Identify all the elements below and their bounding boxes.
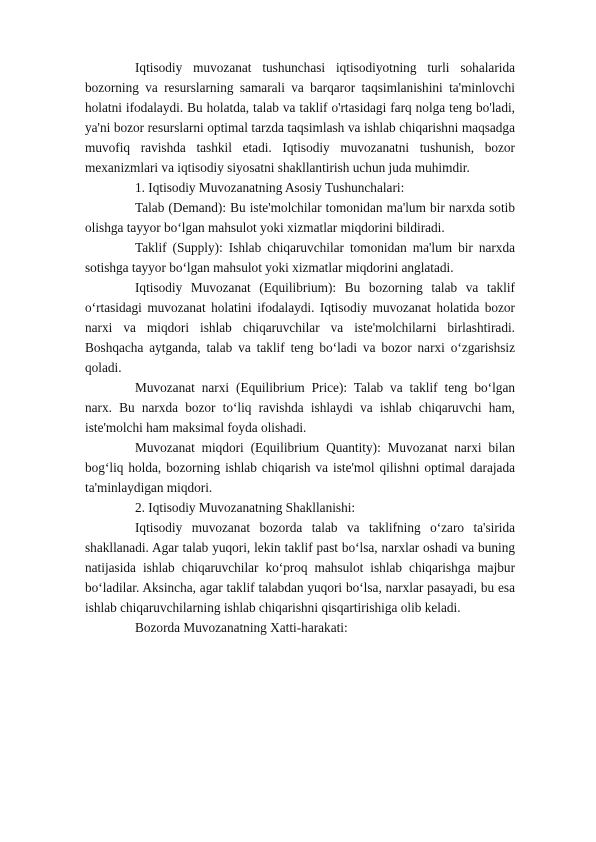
paragraph-formation: Iqtisodiy muvozanat bozorda talab va taklifning o‘zaro ta'sirida shakllanadi. Agar talab yuqori, lekin taklif past bo‘lsa, narxlar oshadi va buning natijasida ishlab chiqaruvchilar ko‘proq mahsulot ishlab chiqarishga majbur bo‘ladilar. Aksincha, agar taklif talabdan yuqori bo‘lsa, narxlar pasayadi, bu esa ishlab chiqaruvchilarning ishlab chiqarishni qisqartirishiga olib keladi. [85,520,515,615]
paragraph-equilibrium-price: Muvozanat narxi (Equilibrium Price): Talab va taklif teng bo‘lgan narx. Bu narxda bozor to‘liq ravishda ishlaydi va ishlab chiqaruvchi ham, iste'molchi ham maksimal foyda olishadi. [85,380,515,435]
paragraph-demand: Talab (Demand): Bu iste'molchilar tomonidan ma'lum bir narxda sotib olishga tayyor bo‘lgan mahsulot yoki xizmatlar miqdorini bildiradi. [85,200,515,235]
document-page [85,58,515,638]
section-heading-formation: 2. Iqtisodiy Muvozanatning Shakllanishi: [135,500,356,515]
paragraph-intro: Iqtisodiy muvozanat tushunchasi iqtisodiyotning turli sohalarida bozorning va resurslarning samarali va barqaror taqsimlanishini ta'minlovchi holatni ifodalaydi. Bu holatda, talab va taklif o'rtasidagi farq nolga teng bo'ladi, ya'ni bozor resurslarni optimal tarzda taqsimlash va ishlab chiqarishni maqsadga muvofiq ravishda tashkil etadi. Iqtisodiy muvozanatni tushunish, bozor mexanizmlari va iqtisodiy siyosatni shakllantirish uchun juda muhimdir. [85,60,515,175]
paragraph-equilibrium: Iqtisodiy Muvozanat (Equilibrium): Bu bozorning talab va taklif o‘rtasidagi muvozanat holatini ifodalaydi. Iqtisodiy muvozanat holatida bozor narxi va miqdori ishlab chiqaruvchilar va iste'molchilarni birlashtiradi. Boshqacha aytganda, talab va taklif teng bo‘ladi va bozor narxi o‘zgarishsiz qoladi. [85,280,515,375]
section-heading-market-behavior: Bozorda Muvozanatning Xatti-harakati: [135,620,348,635]
paragraph-supply: Taklif (Supply): Ishlab chiqaruvchilar tomonidan ma'lum bir narxda sotishga tayyor bo‘lgan mahsulot yoki xizmatlar miqdorini anglatadi. [85,240,515,275]
paragraph-equilibrium-quantity: Muvozanat miqdori (Equilibrium Quantity): Muvozanat narxi bilan bog‘liq holda, bozorning ishlab chiqarish va iste'mol qilishni optimal darajada ta'minlaydigan miqdori. [85,440,515,495]
section-heading-basic-concepts: 1. Iqtisodiy Muvozanatning Asosiy Tushunchalari: [135,180,405,195]
